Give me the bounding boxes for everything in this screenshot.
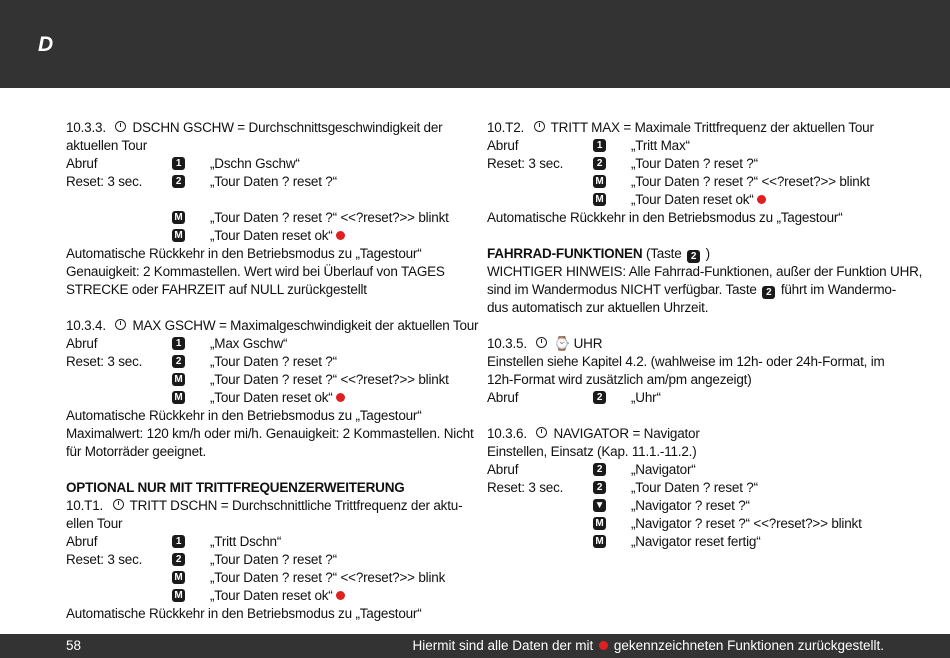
action-label: Abruf	[487, 462, 519, 477]
text-line	[487, 299, 887, 317]
line-text: ⌚ UHR	[553, 336, 603, 351]
action-label: Abruf	[66, 336, 98, 351]
clock-icon	[113, 499, 124, 510]
line-text: 10.3.6.	[487, 426, 531, 441]
action-label: Reset: 3 sec.	[487, 156, 564, 171]
line-text: (Taste	[642, 246, 686, 261]
key-action-row	[66, 569, 464, 587]
key-action-row	[487, 173, 887, 191]
key-action-row	[66, 533, 464, 551]
line-text: TRITT MAX = Maximale Trittfrequenz der aktuellen Tour	[550, 120, 874, 135]
spacer	[487, 317, 887, 335]
line-text: Einstellen, Einsatz (Kap. 11.1.-11.2.)	[487, 444, 697, 459]
line-text: FAHRRAD-FUNKTIONEN	[487, 246, 643, 261]
key-2-icon: 2	[172, 553, 185, 566]
text-line	[66, 317, 479, 335]
text-line	[66, 497, 464, 515]
key-down-icon: ▼	[594, 500, 605, 511]
spacer	[66, 191, 464, 209]
clock-icon	[536, 427, 547, 438]
key-action-row	[66, 353, 464, 371]
text-line	[487, 119, 887, 137]
key-action-row	[487, 533, 887, 551]
red-dot-icon	[757, 195, 766, 204]
line-text: sind im Wandermodus NICHT verfügbar. Taste	[487, 282, 761, 297]
line-text: 10.3.5.	[487, 336, 531, 351]
action-label: Reset: 3 sec.	[66, 174, 143, 189]
clock-icon	[115, 319, 126, 330]
key-2-icon: 2	[172, 355, 185, 368]
line-text: NAVIGATOR = Navigator	[553, 426, 700, 441]
spacer	[487, 407, 887, 425]
line-text: aktuellen Tour	[66, 138, 148, 153]
key-action-row	[66, 209, 464, 227]
language-label: D	[38, 33, 54, 56]
display-text: „Tour Daten reset ok“	[210, 227, 345, 245]
key-action-row	[66, 389, 464, 407]
text-line	[66, 443, 464, 461]
key-2-icon: 2	[687, 250, 700, 263]
display-text: „Tour Daten reset ok“	[631, 191, 766, 209]
display-text: „Tour Daten ? reset ?“ <<?reset?>> blink	[210, 570, 446, 585]
text-line	[66, 281, 464, 299]
display-text: „Navigator ? reset ?“ <<?reset?>> blinkt	[631, 516, 862, 531]
text-line	[66, 137, 464, 155]
line-text: ellen Tour	[66, 516, 123, 531]
key-M-icon: M	[172, 571, 185, 584]
text-line	[66, 263, 464, 281]
display-text: „Tour Daten ? reset ?“ <<?reset?>> blinkt	[210, 372, 449, 387]
display-text: „Tour Daten ? reset ?“	[210, 174, 337, 189]
text-line	[66, 425, 474, 443]
key-action-row	[487, 515, 887, 533]
footer-note: Hiermit sind alle Daten der mit gekennzeichneten Funktionen zurückgestellt.	[412, 638, 884, 653]
key-M-icon: M	[172, 211, 185, 224]
line-text: führt im Wandermo-	[777, 282, 896, 297]
footer-bar	[0, 634, 950, 658]
key-action-row	[66, 227, 464, 245]
key-M-icon: M	[172, 391, 185, 404]
action-label: Reset: 3 sec.	[487, 480, 564, 495]
key-M-icon: M	[172, 589, 185, 602]
clock-icon	[534, 121, 545, 132]
line-text: Automatische Rückkehr in den Betriebsmodus zu „Tagestour“	[487, 210, 843, 225]
text-line	[487, 245, 887, 263]
key-action-row	[66, 335, 464, 353]
line-text: TRITT DSCHN = Durchschnittliche Trittfrequenz der aktu-	[129, 498, 463, 513]
key-cell	[593, 535, 606, 553]
left-column	[66, 119, 479, 623]
line-text: OPTIONAL NUR MIT TRITTFREQUENZERWEITERUNG	[66, 480, 405, 495]
action-label: Reset: 3 sec.	[66, 354, 143, 369]
text-line	[487, 371, 887, 389]
red-dot-icon	[599, 641, 608, 650]
line-text: Maximalwert: 120 km/h oder mi/h. Genauigkeit: 2 Kommastellen. Nicht	[66, 426, 474, 441]
action-label: Abruf	[66, 534, 98, 549]
line-text: für Motorräder geeignet.	[66, 444, 207, 459]
spacer	[66, 299, 464, 317]
display-text: „Navigator ? reset ?“	[631, 498, 750, 513]
key-1-icon: 1	[172, 337, 185, 350]
key-action-row	[66, 587, 464, 605]
text-line	[487, 443, 887, 461]
line-text: dus automatisch zur aktuellen Uhrzeit.	[487, 300, 709, 315]
action-label: Abruf	[487, 138, 519, 153]
line-text: Genauigkeit: 2 Kommastellen. Wert wird bei Überlauf von TAGES	[66, 264, 445, 279]
key-action-row	[66, 155, 464, 173]
display-text: „Navigator reset fertig“	[631, 534, 761, 549]
text-line	[66, 245, 464, 263]
key-action-row	[66, 371, 464, 389]
red-dot-icon	[336, 393, 345, 402]
spacer	[66, 461, 464, 479]
key-action-row	[66, 551, 464, 569]
line-text: 12h-Format wird zusätzlich am/pm angezeigt)	[487, 372, 752, 387]
key-1-icon: 1	[172, 157, 185, 170]
key-action-row	[487, 137, 887, 155]
key-2-icon: 2	[593, 481, 606, 494]
line-text: DSCHN GSCHW = Durchschnittsgeschwindigkeit der	[132, 120, 443, 135]
display-text: „Max Gschw“	[210, 336, 288, 351]
right-column	[487, 119, 923, 551]
display-text: „Tritt Dschn“	[210, 534, 282, 549]
display-text: „Tour Daten ? reset ?“	[631, 156, 758, 171]
text-line	[66, 119, 464, 137]
key-action-row	[487, 155, 887, 173]
spacer	[487, 227, 887, 245]
key-M-icon: M	[172, 229, 185, 242]
display-text: „Tour Daten reset ok“	[210, 587, 345, 605]
line-text: Einstellen siehe Kapitel 4.2. (wahlweise im 12h- oder 24h-Format, im	[487, 354, 885, 369]
text-line	[66, 605, 464, 623]
display-text: „Navigator“	[631, 462, 696, 477]
line-text: Automatische Rückkehr in den Betriebsmodus zu „Tagestour“	[66, 408, 422, 423]
key-1-icon: 1	[172, 535, 185, 548]
text-line	[66, 407, 464, 425]
text-line	[487, 209, 887, 227]
clock-icon	[536, 337, 547, 348]
red-dot-icon	[336, 231, 345, 240]
key-M-icon: M	[172, 373, 185, 386]
text-line	[487, 425, 887, 443]
action-label: Abruf	[66, 156, 98, 171]
key-2-icon: 2	[593, 157, 606, 170]
key-action-row	[487, 389, 887, 407]
header-bar	[0, 0, 950, 88]
key-M-icon: M	[593, 517, 606, 530]
key-M-icon: M	[593, 535, 606, 548]
text-line	[66, 479, 464, 497]
key-action-row	[487, 461, 887, 479]
page-number: 58	[66, 638, 82, 653]
line-text: Automatische Rückkehr in den Betriebsmodus zu „Tagestour“	[66, 606, 422, 621]
key-action-row	[487, 497, 887, 515]
action-label: Abruf	[487, 390, 519, 405]
line-text: WICHTIGER HINWEIS: Alle Fahrrad-Funktionen, außer der Funktion UHR,	[487, 264, 923, 279]
display-text: „Tritt Max“	[631, 138, 690, 153]
line-text: MAX GSCHW = Maximalgeschwindigkeit der aktuellen Tour	[132, 318, 479, 333]
key-action-row	[66, 173, 464, 191]
line-text: )	[702, 246, 710, 261]
text-line	[487, 281, 896, 299]
key-2-icon: 2	[593, 463, 606, 476]
line-text: 10.3.3.	[66, 120, 110, 135]
text-line	[66, 515, 464, 533]
key-action-row	[487, 479, 887, 497]
red-dot-icon	[336, 591, 345, 600]
display-text: „Dschn Gschw“	[210, 156, 300, 171]
display-text: „Tour Daten ? reset ?“ <<?reset?>> blinkt	[210, 210, 449, 225]
display-text: „Tour Daten ? reset ?“	[210, 552, 337, 567]
line-text: 10.3.4.	[66, 318, 110, 333]
display-text: „Uhr“	[631, 390, 661, 405]
text-line	[487, 263, 923, 281]
key-M-icon: M	[593, 193, 606, 206]
line-text: 10.T2.	[487, 120, 528, 135]
text-line	[487, 335, 887, 353]
display-text: „Tour Daten ? reset ?“	[210, 354, 337, 369]
action-label: Reset: 3 sec.	[66, 552, 143, 567]
key-1-icon: 1	[593, 139, 606, 152]
key-action-row	[487, 191, 887, 209]
line-text: STRECKE oder FAHRZEIT auf NULL zurückgestellt	[66, 282, 367, 297]
text-line	[487, 353, 887, 371]
key-2-icon: 2	[172, 175, 185, 188]
display-text: „Tour Daten ? reset ?“	[631, 480, 758, 495]
display-text: „Tour Daten ? reset ?“ <<?reset?>> blinkt	[631, 174, 870, 189]
line-text: 10.T1.	[66, 498, 107, 513]
key-M-icon: M	[593, 175, 606, 188]
key-2-icon: 2	[593, 391, 606, 404]
line-text: Automatische Rückkehr in den Betriebsmodus zu „Tagestour“	[66, 246, 422, 261]
key-2-icon: 2	[762, 286, 775, 299]
clock-icon	[115, 121, 126, 132]
display-text: „Tour Daten reset ok“	[210, 389, 345, 407]
